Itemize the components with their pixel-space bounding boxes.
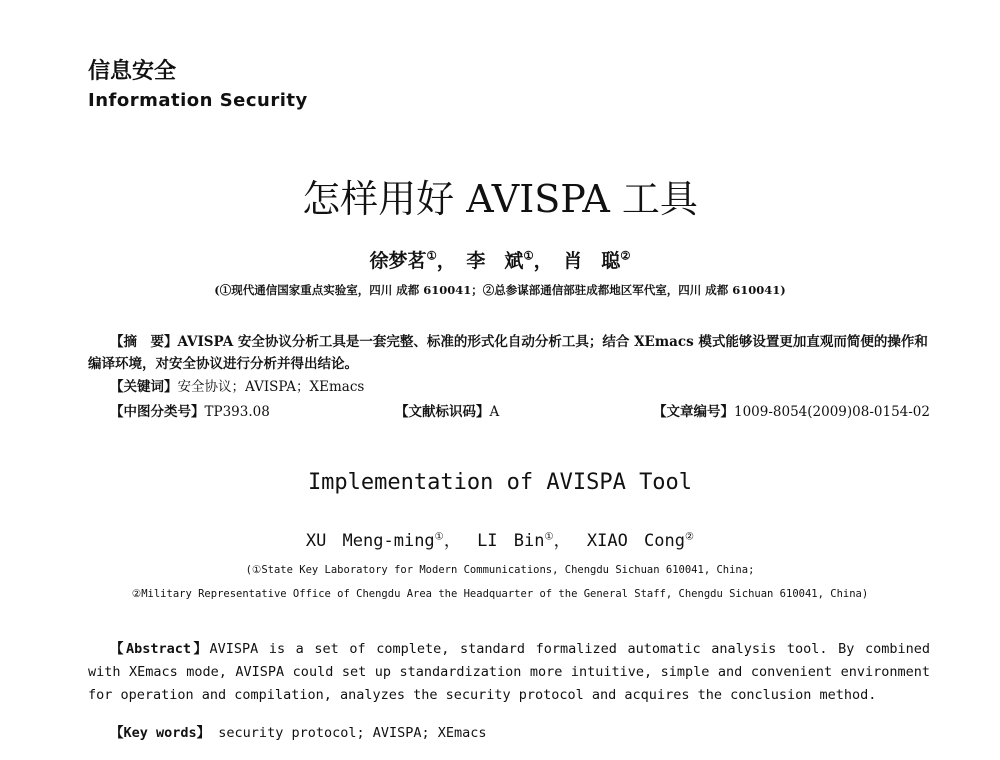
affiliation-mark: ②: [685, 531, 695, 543]
affiliation-mark: ①: [523, 248, 534, 263]
article-title-en: Implementation of AVISPA Tool: [307, 470, 693, 495]
clc-label: 【中图分类号】: [110, 404, 205, 420]
abstract-text-cn: AVISPA 安全协议分析工具是一套完整、标准的形式化自动分析工具；结合 XEmacs 模式能够设置更加直观而简便的操作和编译环境，对安全协议进行分析并得出结论。: [88, 334, 928, 372]
column-title-en: Information Security: [88, 90, 308, 111]
abstract-label-en: 【Abstract】: [110, 641, 210, 657]
authors-en: [0, 526, 1000, 551]
affiliation-mark: ①: [544, 531, 554, 543]
keywords-cn: [110, 375, 364, 395]
affiliation-cn: (①现代通信国家重点实验室，四川 成都 610041；②总参谋部通信部驻成都地区军代室，四川 成都 610041): [214, 283, 786, 297]
keywords-text-cn: 安全协议；AVISPA；XEmacs: [177, 379, 365, 395]
classification-row: [110, 400, 930, 422]
author-name: LI Bin: [477, 531, 545, 551]
clc-value: TP393.08: [204, 404, 270, 420]
keywords-text-en: security protocol; AVISPA; XEmacs: [218, 725, 487, 741]
affiliation-mark: ②: [620, 248, 631, 263]
author-name: 肖 聪: [563, 250, 621, 272]
abstract-en: [88, 638, 930, 707]
author-separator: ，: [553, 531, 571, 551]
author-name: 李 斌: [466, 250, 524, 272]
doc-code-value: A: [489, 404, 500, 420]
article-no-value: 1009-8054(2009)08-0154-02: [733, 404, 930, 420]
keywords-label-cn: 【关键词】: [110, 379, 178, 395]
article-title-cn: 怎样用好 AVISPA 工具: [302, 177, 698, 221]
author-name: XU Meng-ming: [305, 531, 435, 551]
authors-cn: [0, 246, 1000, 273]
affiliation-mark: ①: [434, 531, 444, 543]
article-no-label: 【文章编号】: [652, 404, 734, 420]
keywords-en: [110, 721, 487, 741]
affiliation-en-2: ②Military Representative Office of Chengdu Area the Headquarter of the General Staff, Chengdu Sichuan 610041, China): [131, 588, 869, 600]
affiliation-mark: ①: [426, 248, 437, 263]
column-title-cn: 信息安全: [88, 58, 177, 84]
doc-code-label: 【文献标识码】: [395, 404, 490, 420]
affiliation-en-1: (①State Key Laboratory for Modern Communications, Chengdu Sichuan 610041, China;: [245, 564, 755, 576]
author-name: XIAO Cong: [586, 531, 685, 551]
article-number: [653, 400, 930, 420]
document-code: [395, 400, 499, 420]
author-separator: ，: [436, 250, 456, 272]
author-separator: ，: [533, 250, 553, 272]
keywords-label-en: 【Key words】: [110, 725, 211, 741]
abstract-cn: [88, 331, 930, 375]
abstract-label-cn: 【摘 要】: [110, 334, 178, 350]
author-name: 徐梦茗: [369, 250, 427, 272]
author-separator: ，: [443, 531, 461, 551]
clc-number: [110, 400, 270, 420]
abstract-text-en: AVISPA is a set of complete, standard formalized automatic analysis tool. By combined with XEmacs mode, AVISPA could set up standardization more intuitive, simple and convenient environment for operation and compilation, analyzes the security protocol and acquires the conclusion method.: [88, 641, 930, 703]
